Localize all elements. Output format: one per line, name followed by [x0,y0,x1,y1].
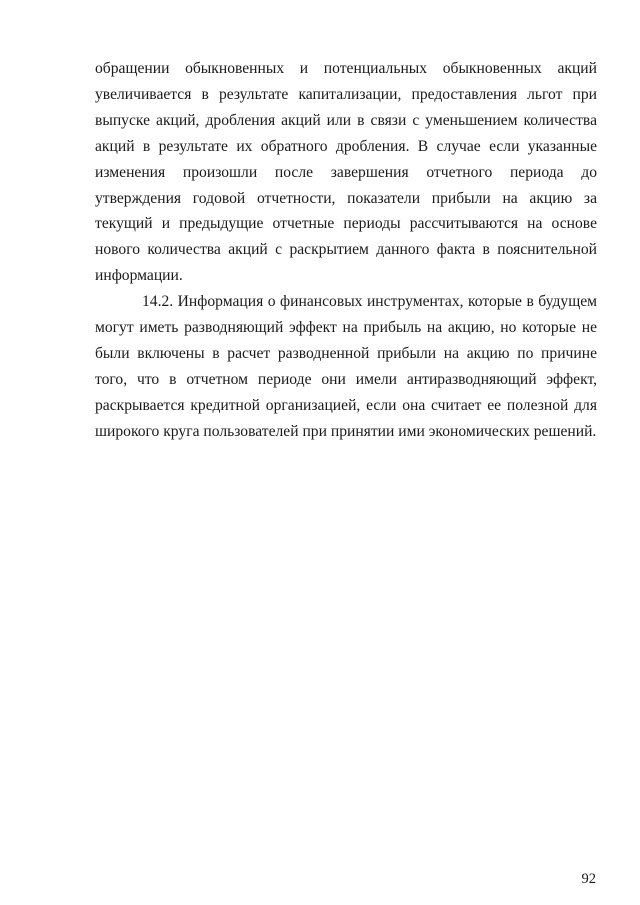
page-number: 92 [581,871,596,887]
body-text [95,56,597,445]
paragraph-continuation: обращении обыкновенных и потенциальных обыкновенных акций увеличивается в результате капитализации, предоставления льгот при выпуске акций, дробления акций или в связи с уменьшением количества акций в результате их обратного дробления. В случае если указанные изменения произошли после завершения отчетного периода до утверждения годовой отчетности, показатели прибыли на акцию за текущий и предыдущие отчетные периоды рассчитываются на основе нового количества акций с раскрытием данного факта в пояснительной информации. [95,60,597,285]
paragraph-14-2: 14.2. Информация о финансовых инструментах, которые в будущем могут иметь разводняющий эффект на прибыль на акцию, но которые не были включены в расчет разводненной прибыли на акцию по причине того, что в отчетном периоде они имели антиразводняющий эффект, раскрывается кредитной организацией, если она считает ее полезной для широкого круга пользователей при принятии ими экономических решений. [95,293,597,440]
